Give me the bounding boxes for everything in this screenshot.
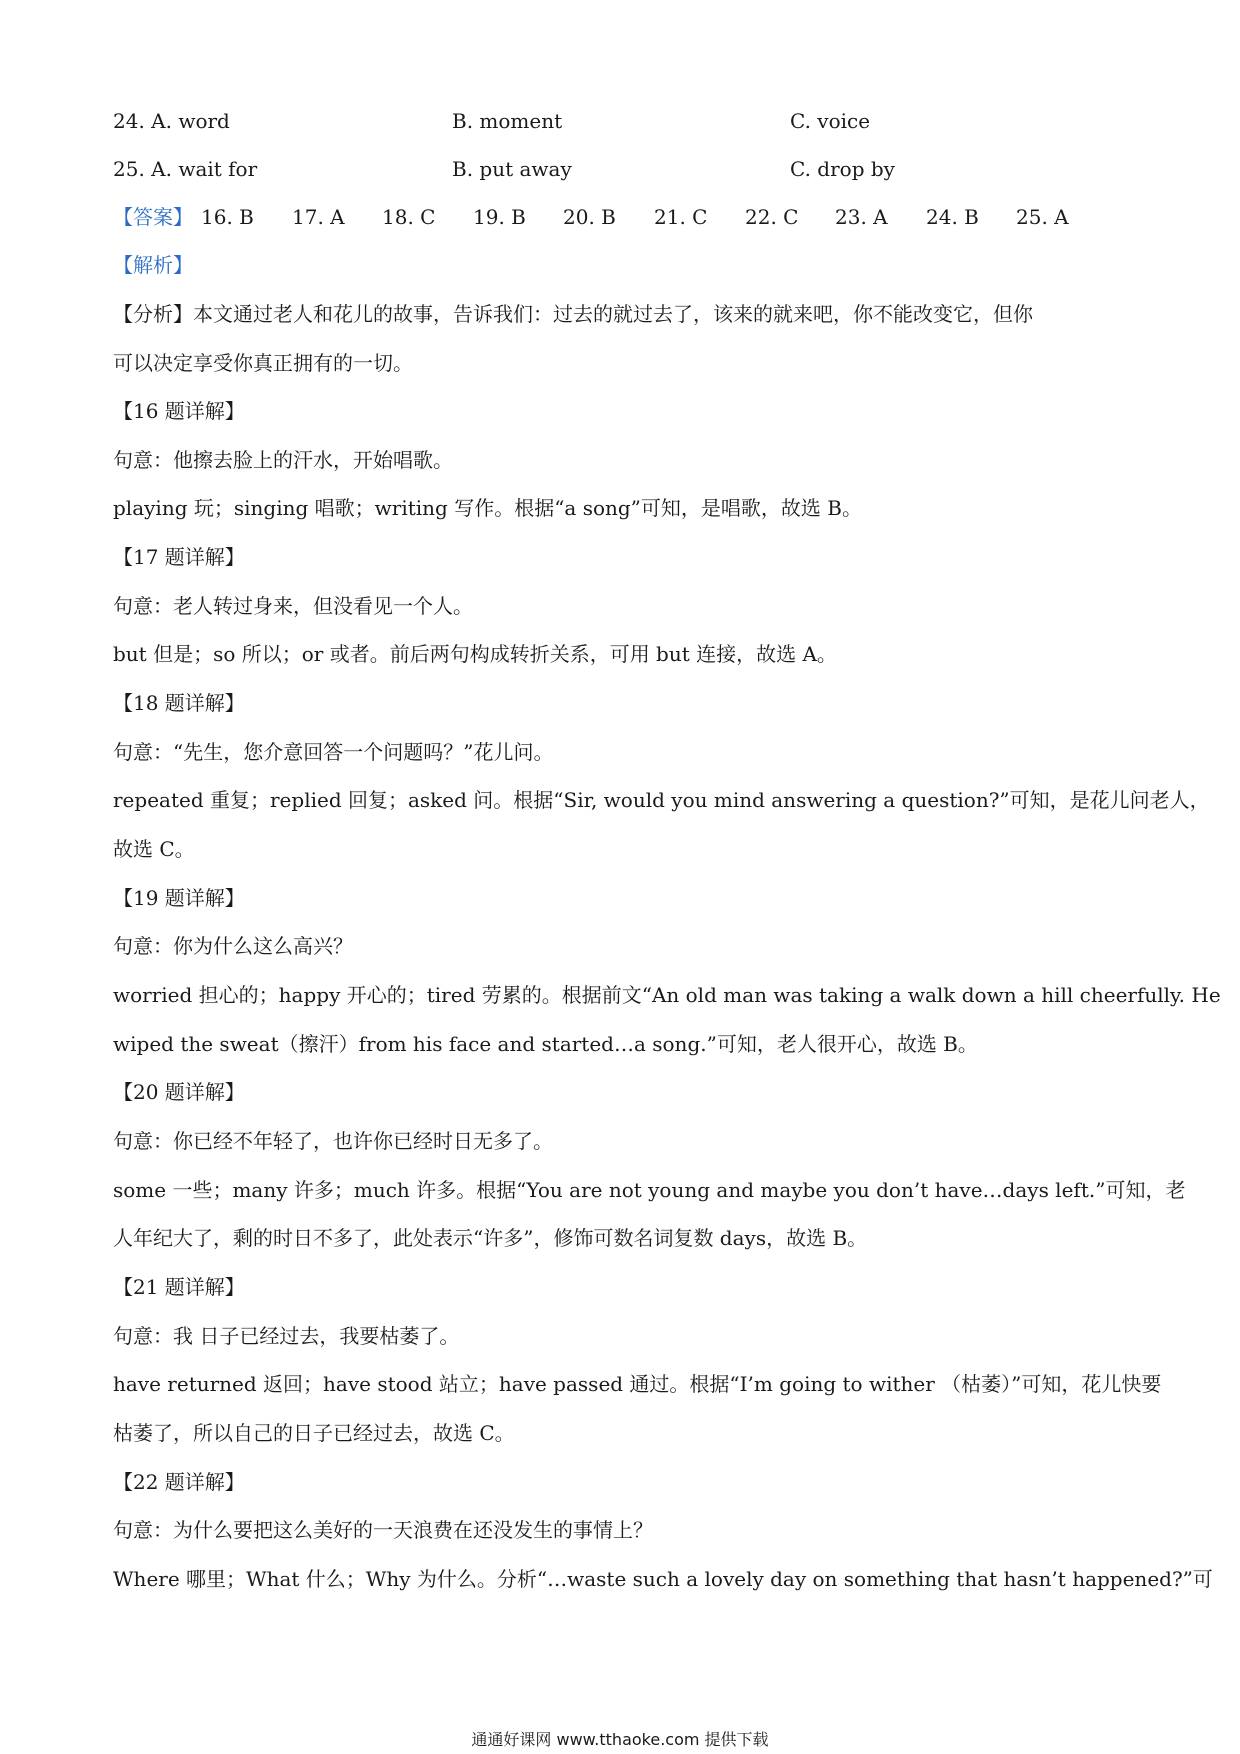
text-line: repeated 重复；replied 回复；asked 问。根据“Sir, would you mind answering a question?”可知，是花儿问老人， <box>113 788 1210 812</box>
section-heading: 【16 题详解】 <box>113 399 245 423</box>
text-line: worried 担心的；happy 开心的；tired 劳累的。根据前文“An old man was taking a walk down a hill cheerfully. He <box>113 983 1221 1007</box>
text-line: 句意：为什么要把这么美好的一天浪费在还没发生的事情上？ <box>113 1518 653 1542</box>
answer-25: 25. A <box>1016 205 1069 229</box>
text-line: but 但是；so 所以；or 或者。前后两句构成转折关系，可用 but 连接，故选 A。 <box>113 642 837 666</box>
text-line: 可以决定享受你真正拥有的一切。 <box>113 351 413 375</box>
text-line: 枯萎了，所以自己的日子已经过去，故选 C。 <box>113 1421 515 1445</box>
text-line: have returned 返回；have stood 站立；have passed 通过。根据“I’m going to wither （枯萎）”可知，花儿快要 <box>113 1372 1162 1396</box>
text-line: 人年纪大了，剩的时日不多了，此处表示“许多”，修饰可数名词复数 days，故选 B。 <box>113 1226 868 1250</box>
text-line: 句意：你为什么这么高兴？ <box>113 934 353 958</box>
text-line: some 一些；many 许多；much 许多。根据“You are not young and maybe you don’t have…days left.”可知，老 <box>113 1178 1186 1202</box>
text-line: 句意：他擦去脸上的汗水，开始唱歌。 <box>113 448 453 472</box>
q25-option-a: 25. A. wait for <box>113 157 258 181</box>
footer: 通通好课网 www.tthaoke.com 提供下载 <box>471 1730 769 1749</box>
answer-17: 17. A <box>292 205 345 229</box>
text-line: wiped the sweat（擦汗）from his face and started…a song.”可知，老人很开心，故选 B。 <box>113 1032 978 1056</box>
analysis-label: 【解析】 <box>113 253 193 277</box>
answer-20: 20. B <box>563 205 616 229</box>
q24-option-b: B. moment <box>452 109 563 133</box>
q24-option-a: 24. A. word <box>113 109 230 133</box>
section-heading: 【17 题详解】 <box>113 545 245 569</box>
text-line: 句意：老人转过身来，但没看见一个人。 <box>113 594 473 618</box>
text-line: playing 玩；singing 唱歌；writing 写作。根据“a song”可知，是唱歌，故选 B。 <box>113 496 862 520</box>
q25-option-b: B. put away <box>452 157 572 181</box>
answer-18: 18. C <box>382 205 436 229</box>
section-heading: 【21 题详解】 <box>113 1275 245 1299</box>
answer-19: 19. B <box>473 205 526 229</box>
q24-option-c: C. voice <box>790 109 871 133</box>
answer-label: 【答案】 <box>113 205 193 229</box>
section-heading: 【19 题详解】 <box>113 886 245 910</box>
text-line: Where 哪里；What 什么；Why 为什么。分析“…waste such a lovely day on something that hasn’t happened?”可 <box>113 1567 1213 1591</box>
answer-21: 21. C <box>654 205 708 229</box>
section-heading: 【18 题详解】 <box>113 691 245 715</box>
text-line: 故选 C。 <box>113 837 195 861</box>
section-heading: 【20 题详解】 <box>113 1080 245 1104</box>
text-line: 【分析】本文通过老人和花儿的故事，告诉我们：过去的就过去了，该来的就来吧，你不能改变它，但你 <box>113 302 1033 326</box>
answer-16: 16. B <box>201 205 254 229</box>
q25-option-c: C. drop by <box>790 157 895 181</box>
answer-24: 24. B <box>926 205 979 229</box>
text-line: 句意：我 日子已经过去，我要枯萎了。 <box>113 1324 460 1348</box>
section-heading: 【22 题详解】 <box>113 1470 245 1494</box>
answer-23: 23. A <box>835 205 888 229</box>
text-line: 句意：“先生，您介意回答一个问题吗？”花儿问。 <box>113 740 554 764</box>
answer-22: 22. C <box>745 205 799 229</box>
text-line: 句意：你已经不年轻了，也许你已经时日无多了。 <box>113 1129 553 1153</box>
